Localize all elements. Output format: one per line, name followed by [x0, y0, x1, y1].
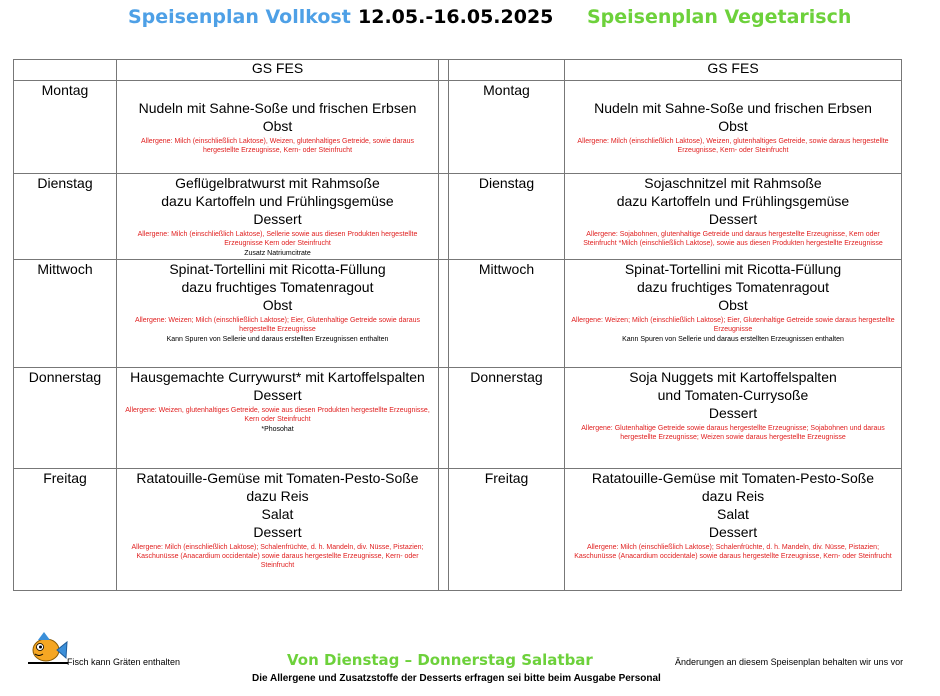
title-vegetarisch: Speisenplan Vegetarisch: [587, 6, 852, 28]
meal-line: dazu fruchtiges Tomatenragout: [637, 279, 829, 295]
column-header-vollkost: GS FES: [117, 60, 439, 81]
changes-note: Änderungen an diesem Speisenplan behalten wir uns vor: [675, 657, 904, 667]
additive-note: Zusatz Natriumcitrate: [244, 250, 311, 257]
column-spacer: [439, 81, 449, 174]
header: [0, 6, 940, 34]
meal-line: Obst: [262, 297, 293, 313]
meal-line: dazu Kartoffeln und Frühlingsgemüse: [616, 193, 850, 209]
fish-note: Fisch kann Gräten enthalten: [67, 657, 181, 667]
meal-line: Dessert: [708, 524, 758, 540]
day-name: Freitag: [43, 470, 87, 486]
meal-cell-left: [117, 81, 439, 174]
meal-line: und Tomaten-Currysoße: [657, 387, 809, 403]
table-row: [14, 174, 902, 260]
meal-cell-left: [117, 174, 439, 260]
allergen-text: Allergene: Weizen, glutenhaltiges Getreide, sowie aus diesen Produkten hergestellte Erzeugnisse, Kern oder Steinfrucht: [125, 407, 430, 423]
column-spacer: [439, 368, 449, 469]
meal-line: Salat: [261, 506, 294, 522]
meal-line: Sojaschnitzel mit Rahmsoße: [644, 175, 822, 191]
salatbar-note: Von Dienstag – Donnerstag Salatbar: [287, 651, 593, 669]
header-empty-right: [449, 60, 565, 81]
allergen-text: Allergene: Milch (einschließlich Laktose), Weizen, glutenhaltiges Getreide, sowie daraus hergestellte Erzeugnisse, Kern- oder Steinfrucht: [577, 138, 889, 154]
meal-line: Obst: [718, 297, 748, 313]
column-spacer: [439, 260, 449, 368]
day-name: Montag: [483, 82, 530, 98]
allergen-text: Allergene: Weizen; Milch (einschließlich Laktose); Eier, Glutenhaltige Getreide sowie daraus hergestellte Erzeugnisse: [134, 317, 421, 333]
day-label-left: [14, 469, 117, 591]
table-row: [14, 368, 902, 469]
meal-cell-right: [565, 368, 902, 469]
meal-line: Nudeln mit Sahne-Soße und frischen Erbsen: [138, 100, 417, 116]
meal-cell-left: [117, 368, 439, 469]
meal-line: dazu fruchtiges Tomatenragout: [181, 279, 374, 295]
meal-line: Soja Nuggets mit Kartoffelspalten: [629, 369, 837, 385]
meal-cell-right: [565, 469, 902, 591]
meal-line: dazu Reis: [246, 488, 309, 504]
meal-line: Dessert: [253, 211, 302, 227]
additive-note: Kann Spuren von Sellerie und daraus erstellten Erzeugnissen enthalten: [622, 336, 844, 343]
meal-line: Dessert: [708, 211, 758, 227]
column-spacer: [439, 469, 449, 591]
meal-line: Hausgemachte Currywurst* mit Kartoffelspalten: [130, 369, 425, 385]
meal-line: Obst: [262, 118, 293, 134]
additive-note: Kann Spuren von Sellerie und daraus erstellten Erzeugnissen enthalten: [166, 336, 389, 343]
meal-line: Spinat-Tortellini mit Ricotta-Füllung: [169, 261, 386, 277]
column-spacer: [439, 60, 449, 81]
allergen-text: Allergene: Glutenhaltige Getreide sowie daraus hergestellte Erzeugnisse; Sojabohnen und daraus hergestellte Erzeugnisse; Weizen sowie daraus hergestellte Erzeugnisse: [581, 425, 885, 441]
meal-cell-right: [565, 81, 902, 174]
meal-cell-left: [117, 469, 439, 591]
day-label-left: [14, 368, 117, 469]
meal-line: dazu Reis: [701, 488, 765, 504]
menu-table: [13, 59, 902, 591]
day-label-left: [14, 81, 117, 174]
day-label-right: [449, 368, 565, 469]
allergen-text: Allergene: Milch (einschließlich Laktose); Schalenfrüchte, d. h. Mandeln, div. Nüsse, Pistazien; Kaschunüsse (Anacardium occidentale) sowie daraus hergestellte Erzeugnisse, Kern- oder Steinfrucht: [574, 544, 892, 560]
allergen-text: Allergene: Weizen; Milch (einschließlich Laktose); Eier, Glutenhaltige Getreide sowie daraus hergestellte Erzeugnisse: [571, 317, 895, 333]
fish-icon: [28, 628, 68, 668]
table-row: [14, 260, 902, 368]
meal-line: Obst: [718, 118, 748, 134]
header-empty-left: [14, 60, 117, 81]
meal-line: Salat: [717, 506, 749, 522]
meal-cell-right: [565, 174, 902, 260]
day-name: Freitag: [484, 470, 529, 486]
day-label-right: [449, 174, 565, 260]
meal-line: [117, 81, 438, 99]
table-row: [14, 81, 902, 174]
day-label-right: [449, 260, 565, 368]
meal-line: dazu Kartoffeln und Frühlingsgemüse: [161, 193, 394, 209]
allergen-text: Allergene: Milch (einschließlich Laktose); Schalenfrüchte, d. h. Mandeln, div. Nüsse, Pistazien; Kaschunüsse (Anacardium occidentale) sowie daraus hergestellte Erzeugnisse, Kern- oder Steinfrucht: [131, 544, 424, 569]
day-name: Dienstag: [478, 175, 535, 191]
day-name: Dienstag: [37, 175, 93, 191]
meal-line: Dessert: [253, 387, 302, 403]
allergen-text: Allergene: Milch (einschließlich Laktose), Sellerie sowie aus diesen Produkten hergestellte Erzeugnisse Kern oder Steinfrucht: [137, 231, 418, 247]
meal-line: Geflügelbratwurst mit Rahmsoße: [175, 175, 380, 191]
meal-line: Dessert: [253, 524, 302, 540]
day-name: Donnerstag: [28, 369, 102, 385]
meal-line: [565, 81, 901, 99]
additive-note: *Phosohat: [261, 426, 294, 433]
day-name: Donnerstag: [470, 369, 543, 385]
allergen-text: Allergene: Sojabohnen, glutenhaltige Getreide und daraus hergestellte Erzeugnisse, Kern oder Steinfrucht *Milch (einschließlich Laktose), sowie aus diesen Produkten hergestellte Erzeugnisse: [583, 231, 883, 247]
meal-cell-left: [117, 260, 439, 368]
title-vollkost: Speisenplan Vollkost: [128, 6, 351, 28]
day-label-right: [449, 81, 565, 174]
meal-line: Nudeln mit Sahne-Soße und frischen Erbsen: [594, 100, 872, 116]
column-header-vegetarisch: GS FES: [565, 60, 902, 81]
date-range: 12.05.-16.05.2025: [358, 6, 554, 28]
day-name: Montag: [41, 82, 89, 98]
day-name: Mittwoch: [37, 261, 93, 277]
column-spacer: [439, 174, 449, 260]
dessert-allergen-note: Die Allergene und Zusatzstoffe der Desserts erfragen sei bitte beim Ausgabe Personal: [252, 673, 661, 684]
table-header-row: [14, 60, 902, 81]
meal-line: Ratatouille-Gemüse mit Tomaten-Pesto-Soße: [591, 470, 875, 486]
meal-line: Dessert: [708, 405, 758, 421]
table-row: [14, 469, 902, 591]
meal-line: Ratatouille-Gemüse mit Tomaten-Pesto-Soße: [136, 470, 419, 486]
day-label-left: [14, 174, 117, 260]
allergen-text: Allergene: Milch (einschließlich Laktose), Weizen, glutenhaltiges Getreide, sowie daraus hergestellte Erzeugnisse, Kern- oder Steinfrucht: [140, 138, 414, 154]
meal-cell-right: [565, 260, 902, 368]
day-label-left: [14, 260, 117, 368]
day-label-right: [449, 469, 565, 591]
day-name: Mittwoch: [478, 261, 535, 277]
meal-line: Spinat-Tortellini mit Ricotta-Füllung: [624, 261, 842, 277]
